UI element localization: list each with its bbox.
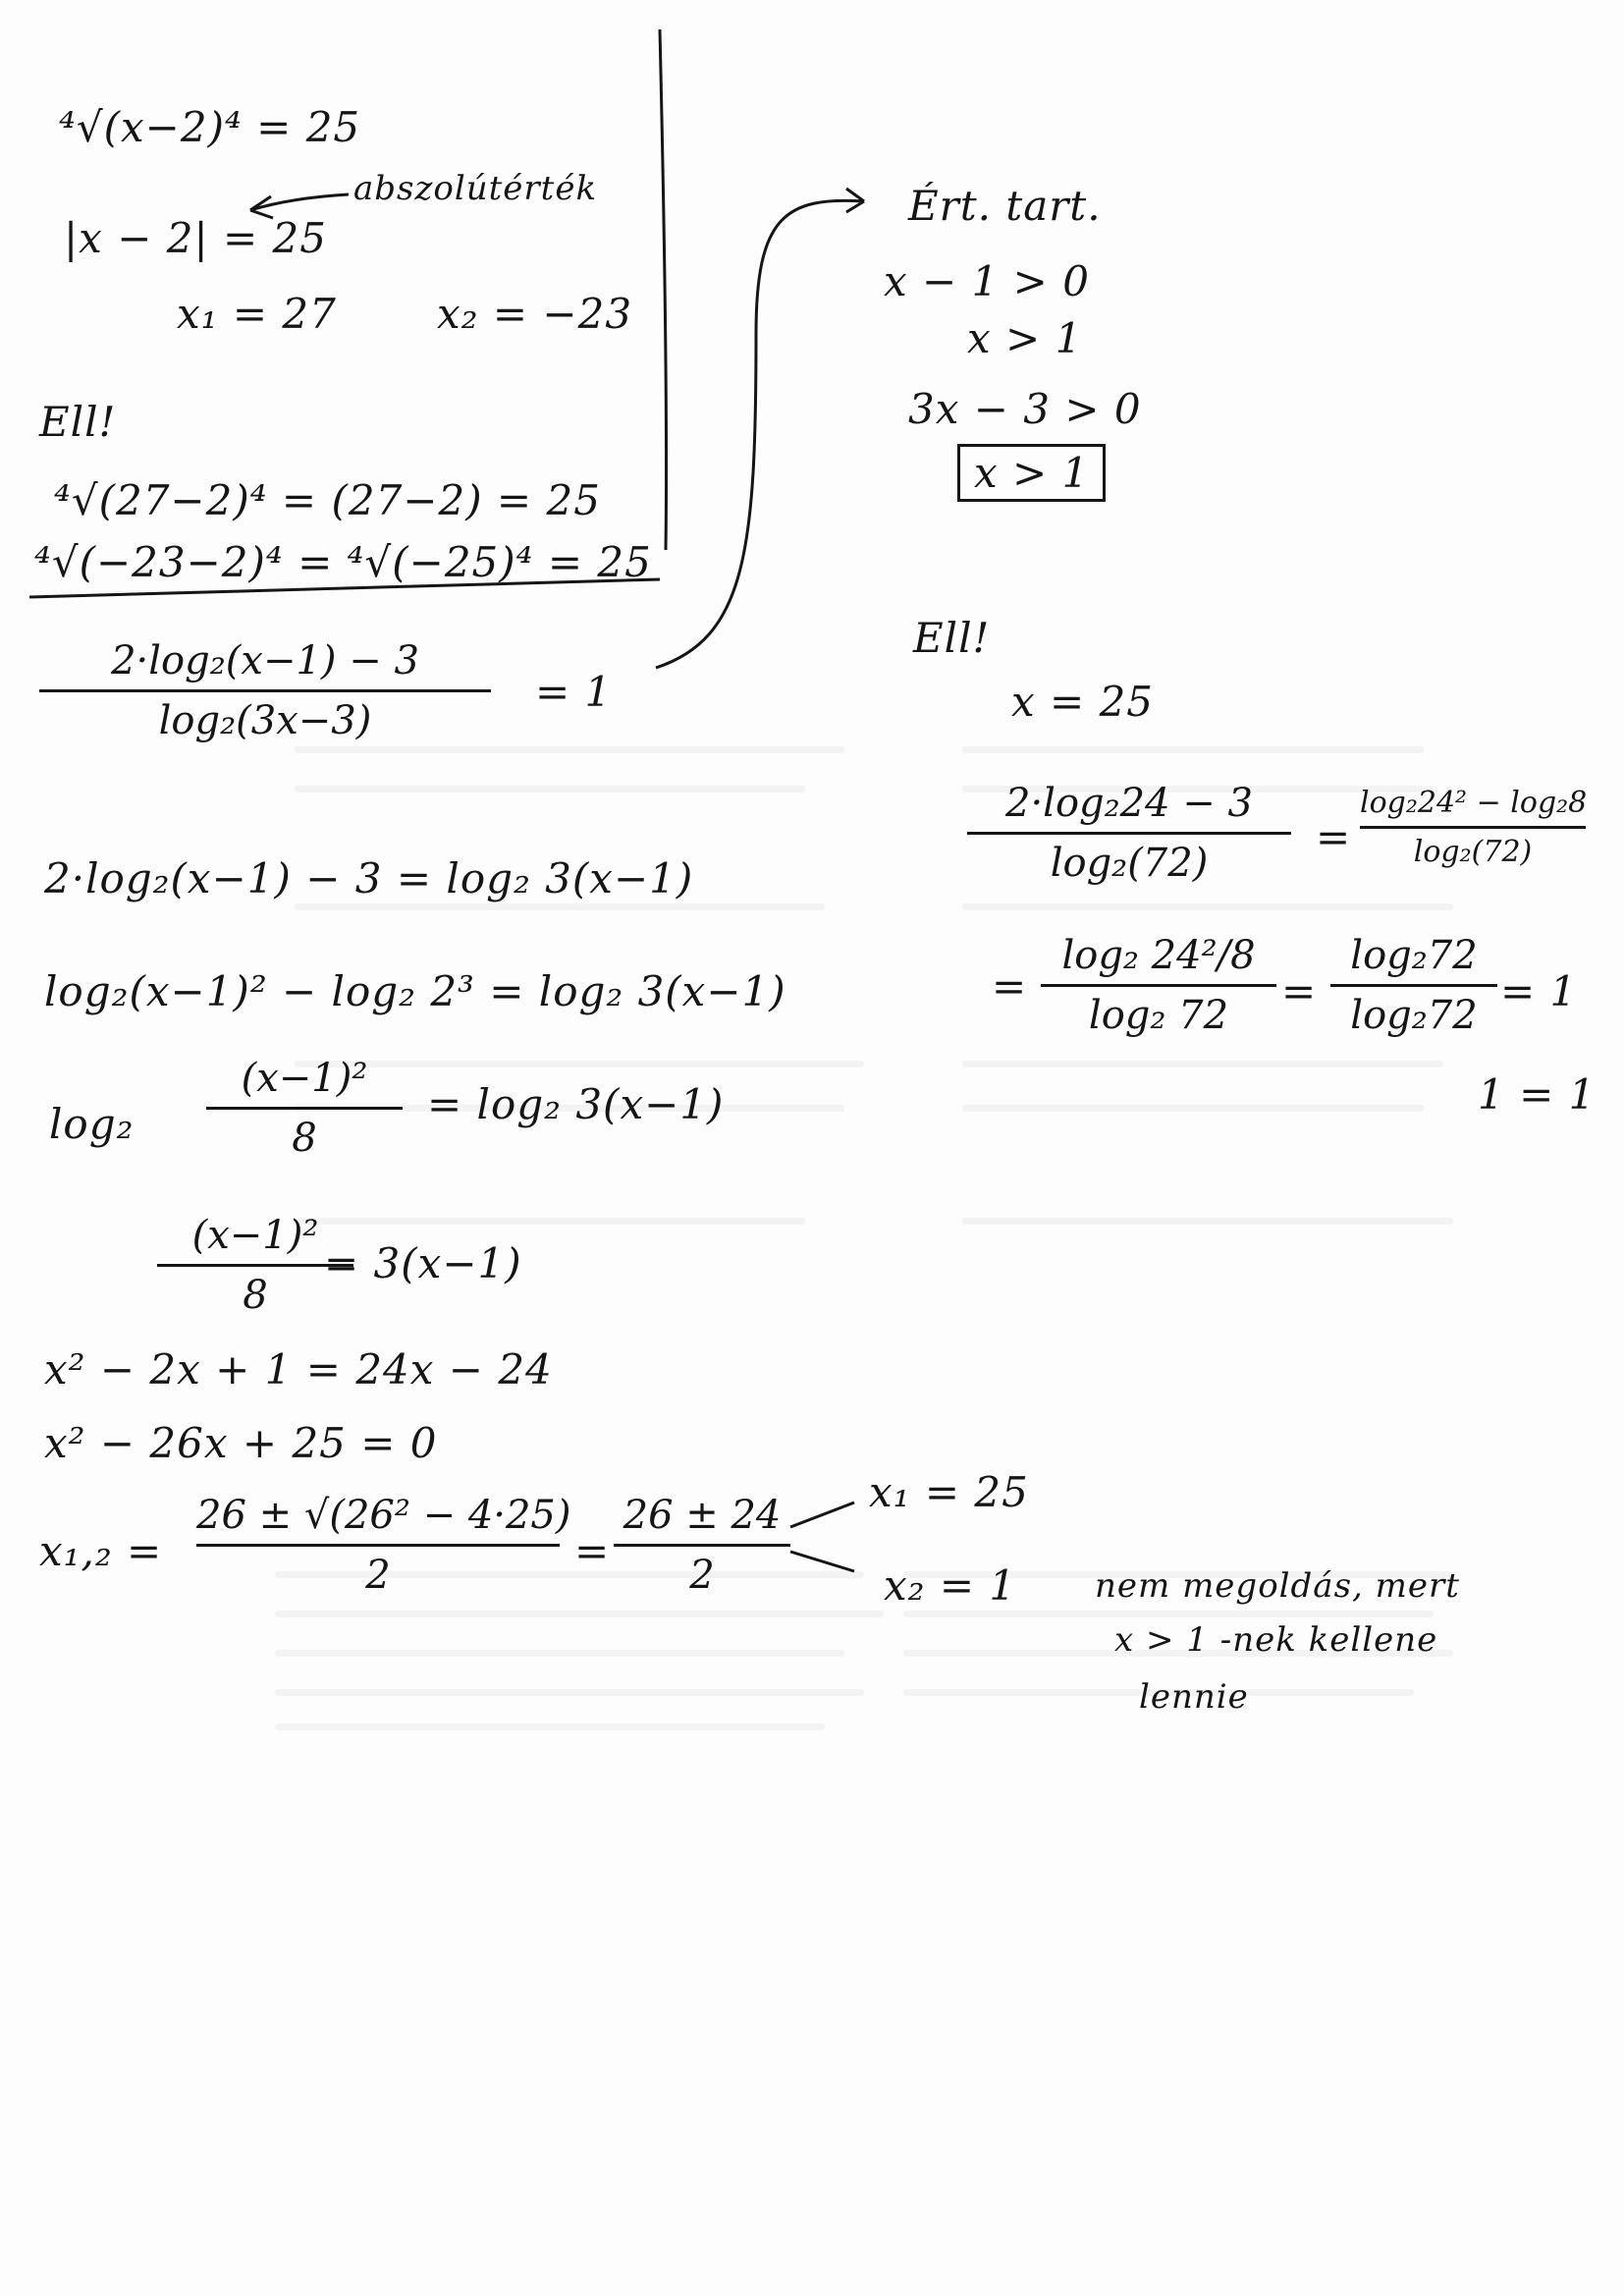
check-fraction-3 (1041, 933, 1276, 1038)
fraction-numerator: 2·log₂24 − 3 (1005, 781, 1253, 826)
box-right-edge (660, 29, 667, 550)
fraction-numerator: (x−1)² (241, 1056, 368, 1101)
fraction-denominator: log₂ 72 (1088, 993, 1229, 1038)
quadratic-equals: = (574, 1527, 611, 1575)
quadratic-formula-fraction (196, 1493, 571, 1598)
fraction-bar (1360, 826, 1586, 829)
fraction-denominator: 2 (365, 1553, 391, 1598)
domain-title: Ért. tart. (908, 182, 1102, 230)
root-x1: x₁ = 25 (869, 1468, 1029, 1516)
domain-line-3: 3x − 3 > 0 (908, 385, 1142, 433)
fraction-bar (1041, 984, 1276, 987)
fraction-numerator: log₂ 24²/8 (1061, 933, 1256, 978)
fraction-denominator: log₂(72) (1413, 835, 1533, 869)
domain-result: x > 1 (957, 444, 1106, 502)
fraction-denominator: 8 (243, 1273, 268, 1318)
log-step-3-rhs: = log₂ 3(x−1) (427, 1080, 725, 1128)
root-branch-upper (790, 1503, 854, 1527)
fraction-numerator: log₂72 (1350, 933, 1478, 978)
rejection-note-1: nem megoldás, mert (1095, 1566, 1460, 1606)
fraction-bar (206, 1107, 403, 1110)
root-branch-lower (790, 1552, 854, 1571)
check-equals-3: = (1281, 967, 1318, 1015)
check-equals-1: = (1316, 813, 1352, 861)
fraction-bar (39, 689, 491, 692)
fraction-numerator: log₂24² − log₂8 (1360, 786, 1588, 820)
main-numerator: 2·log₂(x−1) − 3 (111, 638, 419, 683)
log-step-4-rhs: = 3(x−1) (324, 1239, 522, 1287)
check-label-left: Ell! (39, 398, 117, 446)
quadratic-formula-lhs: x₁,₂ = (39, 1527, 163, 1575)
rejection-note-3: lennie (1139, 1677, 1249, 1717)
radical-equation: ⁴√(x−2)⁴ = 25 (59, 103, 361, 151)
fraction-numerator: (x−1)² (191, 1213, 319, 1258)
fraction-numerator: 26 ± √(26² − 4·25) (196, 1493, 571, 1538)
main-denominator: log₂(3x−3) (158, 698, 372, 743)
check-final: 1 = 1 (1478, 1070, 1597, 1119)
log-step-1: 2·log₂(x−1) − 3 = log₂ 3(x−1) (44, 854, 694, 902)
quadratic-equation: x² − 26x + 25 = 0 (44, 1419, 438, 1467)
expanded-equation: x² − 2x + 1 = 24x − 24 (44, 1345, 553, 1394)
fraction-denominator: 8 (292, 1116, 317, 1161)
main-log-fraction (39, 638, 491, 743)
main-rhs: = 1 (535, 668, 613, 716)
check-x-value: x = 25 (1011, 678, 1155, 726)
fraction-bar (196, 1544, 560, 1547)
fraction-denominator: 2 (689, 1553, 715, 1598)
check-equals-2: = (992, 962, 1028, 1011)
absolute-value-equation: |x − 2| = 25 (64, 214, 327, 262)
solution-x2: x₂ = −23 (437, 290, 633, 338)
log-step-3-fraction (206, 1056, 403, 1161)
solution-x1: x₁ = 27 (177, 290, 337, 338)
root-x2: x₂ = 1 (884, 1561, 1017, 1610)
domain-line-2: x > 1 (967, 314, 1083, 362)
check-fraction-1 (967, 781, 1291, 886)
log-step-2: log₂(x−1)² − log₂ 2³ = log₂ 3(x−1) (44, 967, 786, 1015)
fraction-numerator: 26 ± 24 (623, 1493, 782, 1538)
check-line-1: ⁴√(27−2)⁴ = (27−2) = 25 (54, 476, 601, 524)
fraction-bar (967, 832, 1291, 835)
fraction-denominator: log₂(72) (1050, 841, 1209, 886)
connector-arrow (656, 189, 864, 668)
domain-line-1: x − 1 > 0 (884, 257, 1090, 305)
fraction-denominator: log₂72 (1350, 993, 1478, 1038)
absolute-value-note: abszolútérték (353, 169, 598, 208)
fraction-bar (614, 1544, 790, 1547)
fraction-bar (1330, 984, 1497, 987)
log-step-3-prefix: log₂ (49, 1100, 135, 1148)
rejection-note-2: x > 1 -nek kellene (1114, 1620, 1438, 1660)
check-fraction-2 (1360, 786, 1586, 869)
check-fraction-4 (1330, 933, 1497, 1038)
check-line-2: ⁴√(−23−2)⁴ = ⁴√(−25)⁴ = 25 (34, 538, 652, 586)
quadratic-simplified-fraction (614, 1493, 790, 1598)
check-label-right: Ell! (913, 614, 991, 662)
check-rhs: = 1 (1500, 967, 1578, 1015)
